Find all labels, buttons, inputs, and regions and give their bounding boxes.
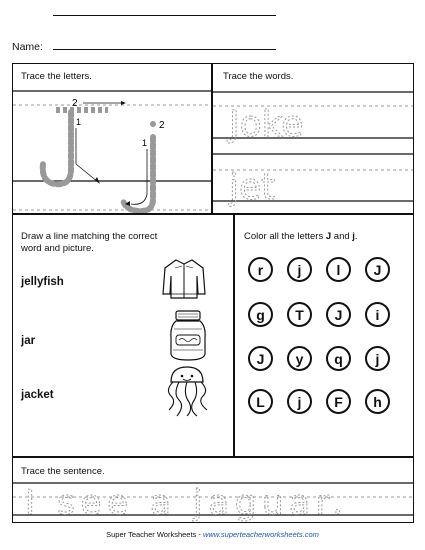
match-word-jellyfish[interactable]: jellyfish <box>21 276 64 288</box>
letter-circle[interactable]: j <box>365 346 390 371</box>
letter-circle[interactable]: l <box>326 257 351 282</box>
letter-circle[interactable]: J <box>248 346 273 371</box>
divider-horizontal-2 <box>13 456 413 458</box>
trace-words-title: Trace the words. <box>223 71 294 82</box>
match-word-jacket[interactable]: jacket <box>21 389 54 401</box>
letter-circle[interactable]: j <box>287 257 312 282</box>
color-title-and: and <box>331 231 353 242</box>
color-title-j: j <box>352 231 355 242</box>
name-label: Name: <box>12 41 43 53</box>
header-top-line <box>53 15 276 16</box>
letter-circle[interactable]: g <box>248 302 273 327</box>
letter-circle[interactable]: h <box>365 389 390 414</box>
jacket-picture[interactable] <box>161 256 207 302</box>
divider-horizontal-1 <box>13 213 413 215</box>
footer-brand: Super Teacher Worksheets <box>106 530 197 539</box>
trace-letters-area[interactable] <box>13 84 211 213</box>
footer-url[interactable]: www.superteacherworksheets.com <box>202 530 319 539</box>
footer-separator: - <box>196 530 203 539</box>
trace-sentence-title: Trace the sentence. <box>21 466 105 477</box>
jar-picture[interactable] <box>168 308 208 364</box>
letter-circle[interactable]: i <box>365 302 390 327</box>
jellyfish-picture[interactable] <box>161 364 213 419</box>
trace-words-area[interactable] <box>213 84 413 213</box>
matching-title <box>21 231 157 255</box>
footer <box>0 530 425 539</box>
trace-sentence-text: I see a jaguar. <box>25 483 343 522</box>
letter-circle[interactable]: r <box>248 257 273 282</box>
letter-circle[interactable]: T <box>287 302 312 327</box>
letter-circle[interactable]: J <box>326 302 351 327</box>
letter-circle[interactable]: F <box>326 389 351 414</box>
matching-title-line1: Draw a line matching the correct <box>21 231 158 242</box>
trace-letters-title: Trace the letters. <box>21 71 92 82</box>
color-title-end: . <box>354 231 358 242</box>
worksheet-frame <box>12 63 414 523</box>
color-title-J: J <box>325 231 332 242</box>
matching-title-line2: word and picture. <box>21 243 94 254</box>
stroke-number: 1 <box>142 138 148 148</box>
divider-middle-vertical <box>233 214 235 456</box>
trace-sentence-area[interactable] <box>13 477 413 522</box>
stroke-number: 2 <box>159 120 165 131</box>
letter-circle[interactable]: L <box>248 389 273 414</box>
trace-word: jet <box>229 167 276 208</box>
color-letters-title <box>244 231 358 242</box>
letter-circle[interactable]: j <box>287 389 312 414</box>
color-title-pre: Color all the letters <box>244 231 326 242</box>
stroke-number: 2 <box>72 98 78 109</box>
letter-circle[interactable]: q <box>326 346 351 371</box>
trace-word: Joke <box>229 104 304 145</box>
name-field[interactable] <box>53 49 276 50</box>
stroke-number: 1 <box>76 117 82 127</box>
letter-circle[interactable]: y <box>287 346 312 371</box>
letter-circle[interactable]: J <box>365 257 390 282</box>
match-word-jar[interactable]: jar <box>21 335 36 347</box>
